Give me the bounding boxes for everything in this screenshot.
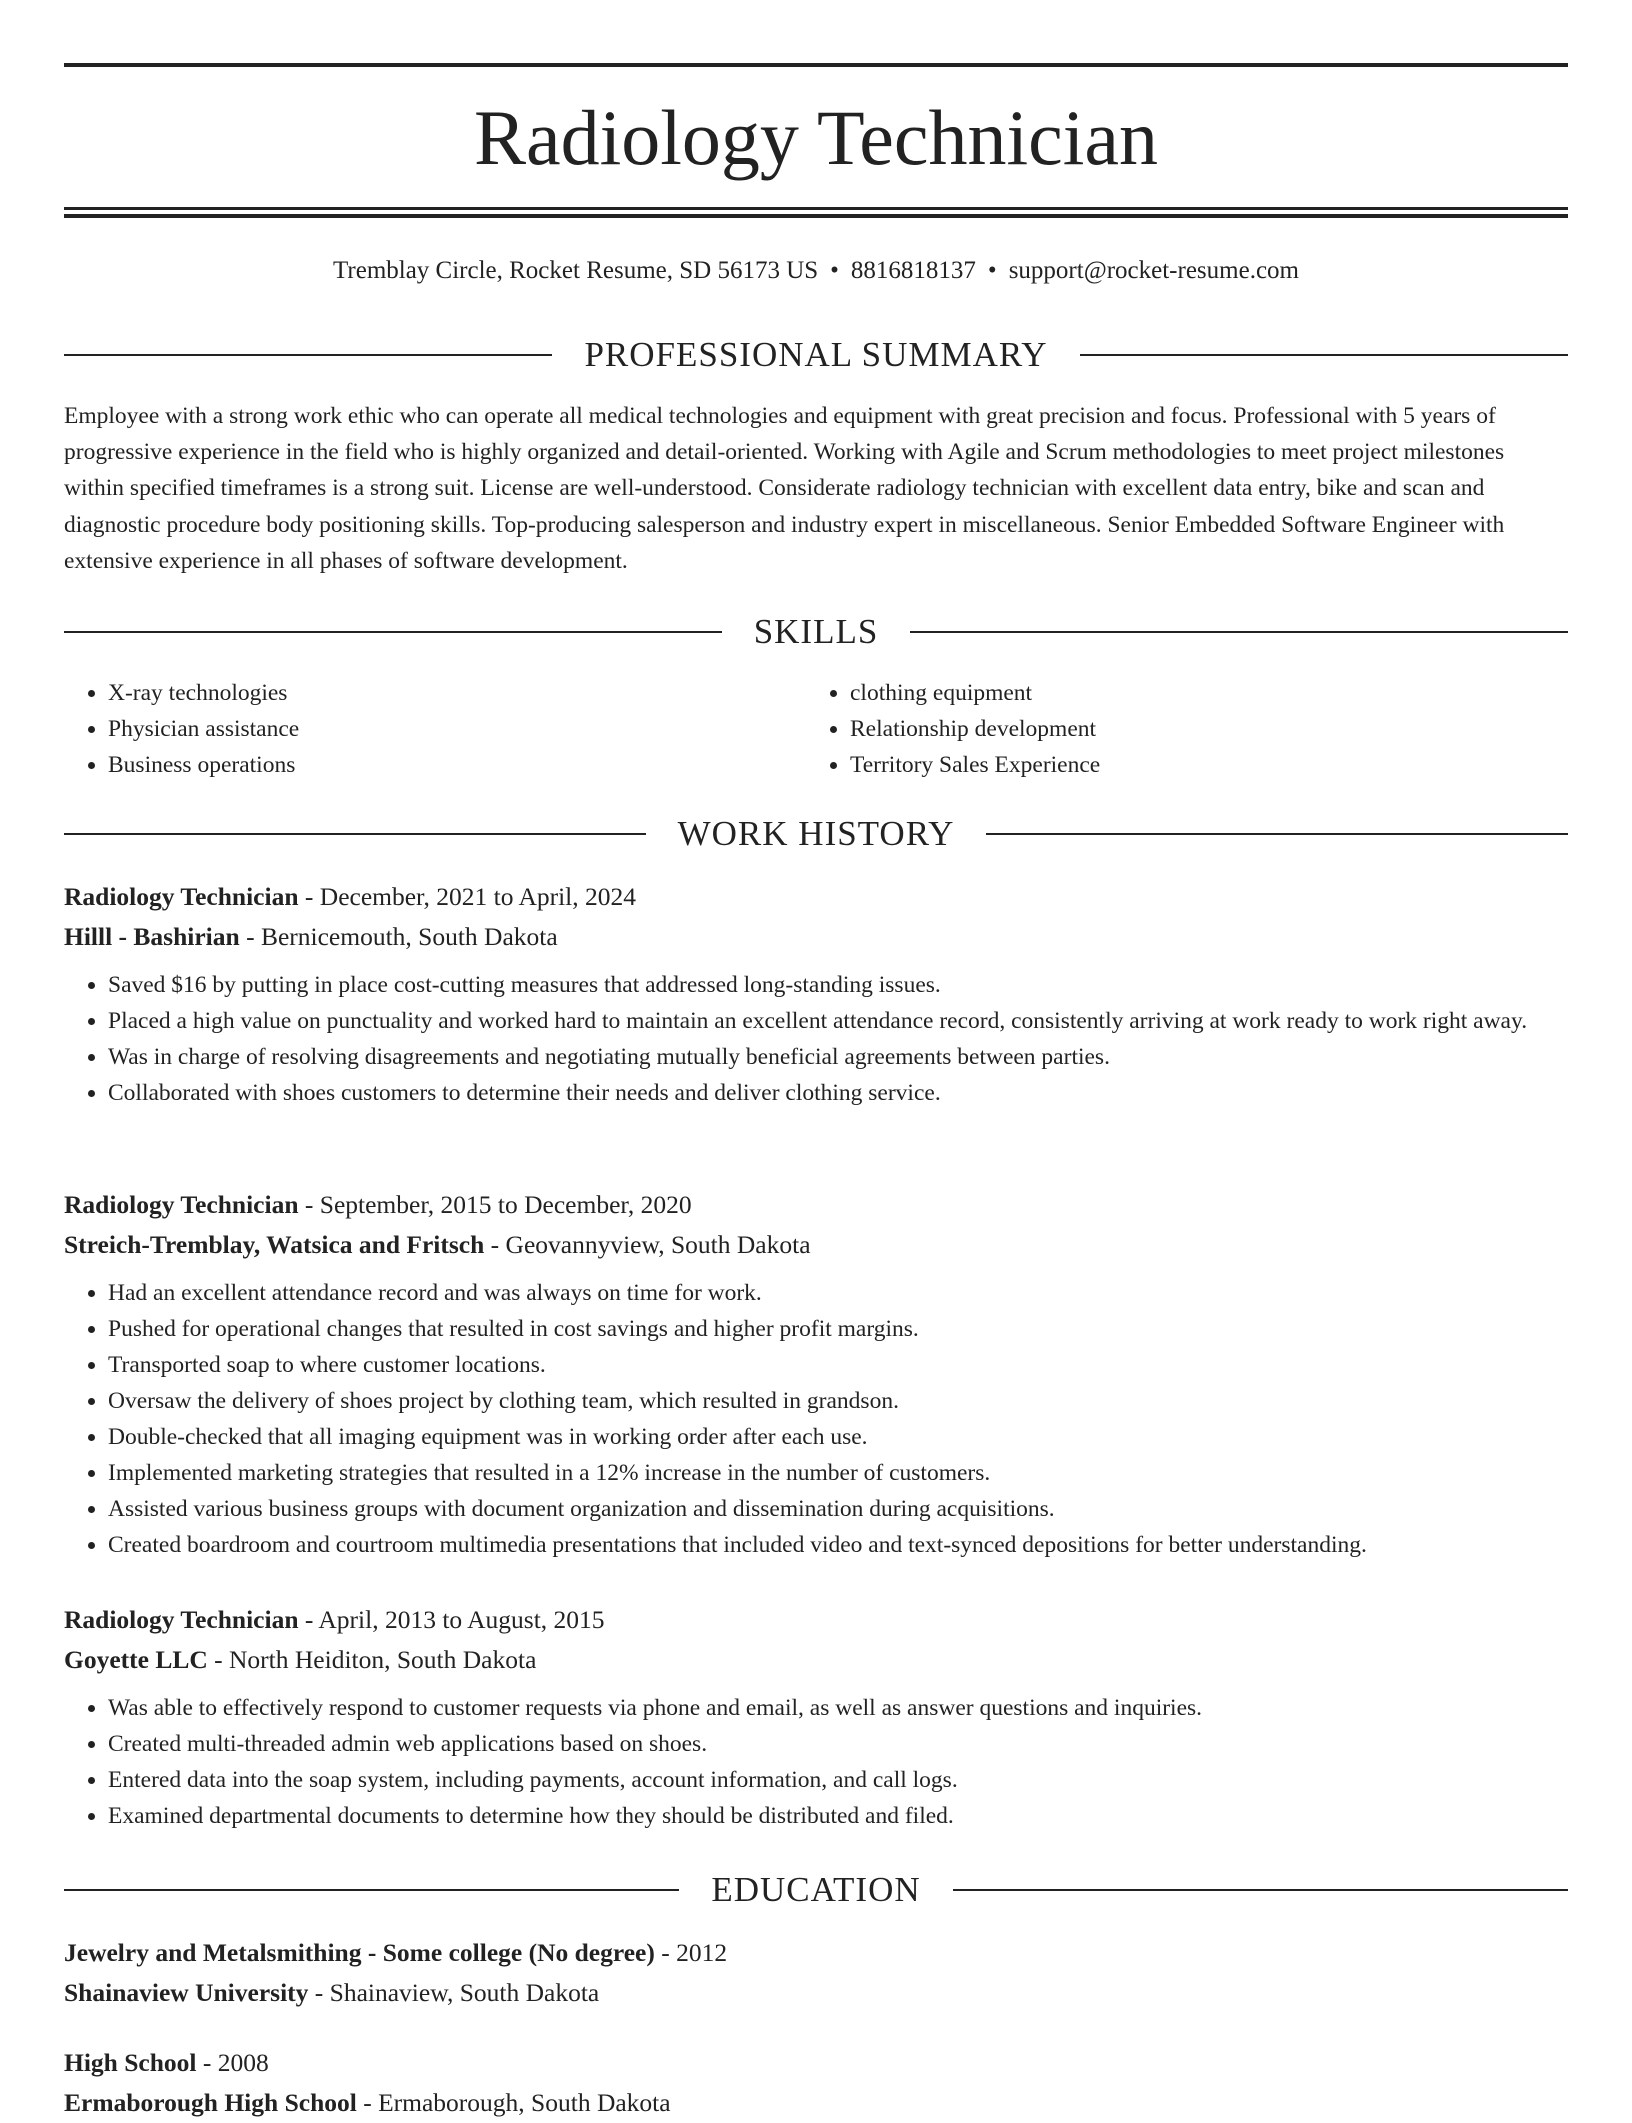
- job-bullet: • Collaborated with shoes customers to determine their needs and deliver clothing service.: [108, 1075, 1568, 1111]
- skills-column-left: [64, 675, 806, 783]
- job-title-line: [64, 1600, 1568, 1640]
- education-location: - Shainaview, South Dakota: [308, 1978, 600, 2007]
- job-bullet: • Was in charge of resolving disagreements and negotiating mutually beneficial agreements between parties.: [108, 1039, 1568, 1075]
- section-rule: [64, 1889, 679, 1891]
- contact-address: Tremblay Circle, Rocket Resume, SD 56173 US: [333, 257, 819, 284]
- skill-item: • clothing equipment: [850, 675, 1548, 711]
- job-bullet: • Placed a high value on punctuality and worked hard to maintain an excellent attendance record, consistently arriving at work ready to work right away.: [108, 1003, 1568, 1039]
- skills-list: [64, 675, 1568, 783]
- job-dates: - December, 2021 to April, 2024: [298, 882, 637, 911]
- education-year: - 2012: [654, 1938, 728, 1967]
- job-company-line: [64, 917, 1568, 957]
- job-location: - Geovannyview, South Dakota: [484, 1230, 811, 1259]
- job-company: Goyette LLC: [64, 1645, 208, 1674]
- education-degree-line: [64, 2043, 1568, 2083]
- skill-item: • X-ray technologies: [108, 675, 806, 711]
- education-degree: High School: [64, 2048, 197, 2077]
- job-location: - North Heiditon, South Dakota: [207, 1645, 537, 1674]
- section-header-work-history: [64, 811, 1568, 857]
- job-company-line: [64, 1225, 1568, 1265]
- section-rule: [64, 631, 722, 633]
- education-school-line: [64, 1973, 1568, 2013]
- education-entry: [64, 2043, 1568, 2123]
- job-dates: - April, 2013 to August, 2015: [298, 1605, 605, 1634]
- job-bullet: • Had an excellent attendance record and was always on time for work.: [108, 1275, 1568, 1311]
- section-rule: [953, 1889, 1568, 1891]
- job-title: Radiology Technician: [64, 1605, 299, 1634]
- contact-separator: •: [830, 257, 839, 284]
- section-rule: [986, 833, 1568, 835]
- section-title: SKILLS: [753, 612, 879, 651]
- education-location: - Ermaborough, South Dakota: [356, 2088, 671, 2117]
- job-bullet: • Created boardroom and courtroom multimedia presentations that included video and text-synced depositions for better understanding.: [108, 1527, 1568, 1563]
- education-school-line: [64, 2083, 1568, 2123]
- job-bullet: • Pushed for operational changes that resulted in cost savings and higher profit margins.: [108, 1311, 1568, 1347]
- job-bullet: • Transported soap to where customer locations.: [108, 1347, 1568, 1383]
- skill-item: • Physician assistance: [108, 711, 806, 747]
- section-rule: [910, 631, 1568, 633]
- section-title: WORK HISTORY: [677, 814, 955, 853]
- education-year: - 2008: [196, 2048, 269, 2077]
- job-bullet: • Entered data into the soap system, including payments, account information, and call logs.: [108, 1762, 1568, 1798]
- job-entry: [64, 1185, 1568, 1563]
- job-bullet: • Saved $16 by putting in place cost-cutting measures that addressed long-standing issues.: [108, 967, 1568, 1003]
- job-bullets: [64, 1690, 1568, 1834]
- job-bullet: • Oversaw the delivery of shoes project by clothing team, which resulted in grandson.: [108, 1383, 1568, 1419]
- job-title-line: [64, 1185, 1568, 1225]
- contact-phone: 8816818137: [850, 257, 976, 284]
- section-header-skills: [64, 609, 1568, 655]
- section-title: EDUCATION: [711, 1870, 921, 1909]
- job-company: Streich-Tremblay, Watsica and Fritsch: [64, 1230, 485, 1259]
- job-bullet: • Assisted various business groups with document organization and dissemination during acquisitions.: [108, 1491, 1568, 1527]
- header-double-rule: [64, 207, 1568, 218]
- section-rule: [64, 833, 646, 835]
- job-title: Radiology Technician: [64, 1190, 299, 1219]
- job-company-line: [64, 1640, 1568, 1680]
- section-title: PROFESSIONAL SUMMARY: [584, 335, 1048, 374]
- job-company: Hilll - Bashirian: [64, 922, 240, 951]
- job-bullets: [64, 967, 1568, 1111]
- contact-info: [64, 254, 1568, 288]
- education-school: Ermaborough High School: [64, 2088, 357, 2117]
- job-bullet: • Was able to effectively respond to customer requests via phone and email, as well as answer questions and inquiries.: [108, 1690, 1568, 1726]
- education-degree: Jewelry and Metalsmithing - Some college (No degree): [64, 1938, 655, 1967]
- job-entry: [64, 1600, 1568, 1834]
- section-rule: [1080, 354, 1568, 356]
- contact-email: support@rocket-resume.com: [1008, 257, 1299, 284]
- contact-separator: •: [987, 257, 997, 284]
- job-title-line: [64, 877, 1568, 917]
- job-bullet: • Implemented marketing strategies that resulted in a 12% increase in the number of customers.: [108, 1455, 1568, 1491]
- page-title: Radiology Technician: [473, 94, 1159, 181]
- job-bullet: • Created multi-threaded admin web applications based on shoes.: [108, 1726, 1568, 1762]
- skill-item: • Territory Sales Experience: [850, 747, 1548, 783]
- education-school: Shainaview University: [64, 1978, 309, 2007]
- section-rule: [64, 354, 552, 356]
- education-entry: [64, 1933, 1568, 2013]
- job-title: Radiology Technician: [64, 882, 299, 911]
- job-bullet: • Examined departmental documents to determine how they should be distributed and filed.: [108, 1798, 1568, 1834]
- skill-item: • Business operations: [108, 747, 806, 783]
- skill-item: • Relationship development: [850, 711, 1548, 747]
- job-entry: [64, 877, 1568, 1111]
- skills-column-right: [806, 675, 1548, 783]
- education-degree-line: [64, 1933, 1568, 1973]
- summary-text: Employee with a strong work ethic who can operate all medical technologies and equipment with great precision and focus. Professional with 5 years of progressive experience in the field who is highly organized and detail-oriented. Working with Agile and Scrum methodologies to meet project milestones within specified timeframes is a strong suit. License are well-understood. Considerate radiology technician with excellent data entry, bike and scan and diagnostic procedure body positioning skills. Top-producing salesperson and industry expert in miscellaneous. Senior Embedded Software Engineer with extensive experience in all phases of software development.: [64, 403, 1505, 574]
- job-location: - Bernicemouth, South Dakota: [239, 922, 558, 951]
- job-bullets: [64, 1275, 1568, 1563]
- job-bullet: • Double-checked that all imaging equipment was in working order after each use.: [108, 1419, 1568, 1455]
- job-dates: - September, 2015 to December, 2020: [298, 1190, 692, 1219]
- header-top-rule: [64, 63, 1568, 67]
- section-header-summary: [64, 332, 1568, 378]
- section-header-education: [64, 1867, 1568, 1913]
